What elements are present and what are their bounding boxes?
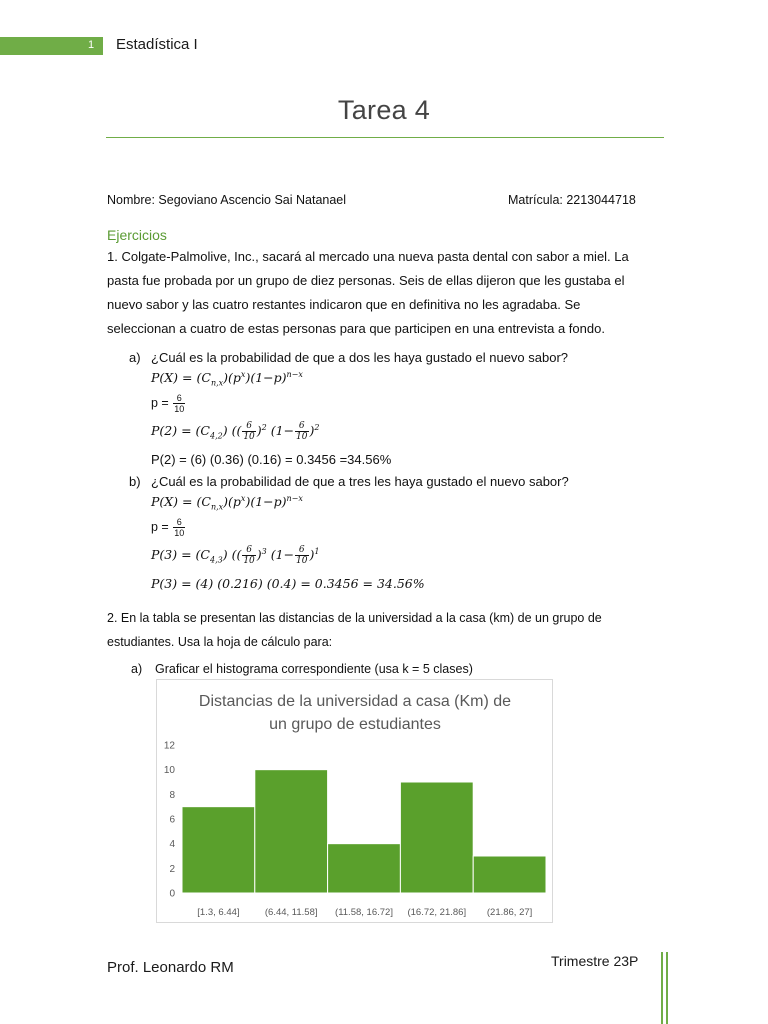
formula-p-1b: p = $\frac{6}{10}$ (151, 517, 185, 538)
item-1a-question: ¿Cuál es la probabilidad de que a dos les haya gustado el nuevo sabor? (151, 350, 569, 365)
problem1-line: seleccionan a cuatro de estas personas para que participen en una entrevista a fondo. (107, 321, 605, 336)
formula-binomial-1a: $P(X) = (C_{n,x})(p^x)(1-p)^{n-x}$ (151, 369, 303, 388)
chart-title-line-1: Distancias de la universidad a casa (Km) de (198, 693, 512, 710)
x-tick-label: (21.86, 27] (486, 907, 533, 918)
footer-accent-bar (666, 952, 668, 1024)
histogram-bar (400, 782, 473, 893)
histogram-bar (328, 844, 401, 893)
x-tick-label: [1.3, 6.44] (197, 907, 240, 918)
section-heading: Ejercicios (107, 227, 167, 243)
y-tick-label: 12 (163, 740, 175, 752)
histogram-svg (157, 680, 554, 924)
course-title: Estadística I (116, 36, 198, 53)
problem1-line: nuevo sabor y las cuatro restantes indicaron que en definitiva no les agradaba. Se (107, 297, 581, 312)
problem1-text (107, 245, 629, 341)
formula-p2-1a: $P(2) = (C_{4,2})$ (( $\frac{6}{10}$ )$^2$ (1− $\frac{6}{10}$ )$^2$ (151, 421, 320, 442)
title-divider (106, 137, 664, 138)
footer-accent-bar (661, 952, 663, 1024)
x-tick-label: (16.72, 21.86] (407, 907, 467, 918)
student-name: Nombre: Segoviano Ascencio Sai Natanael (107, 193, 347, 207)
student-id: Matrícula: 2213044718 (508, 193, 636, 207)
professor-name: Prof. Leonardo RM (107, 959, 234, 976)
y-tick-label: 6 (169, 814, 175, 826)
item-1b-marker: b) (129, 474, 141, 489)
problem1-line: 1. Colgate-Palmolive, Inc., sacará al mercado una nueva pasta dental con sabor a miel. La (107, 249, 629, 264)
result-1a: P(2) = (6) (0.36) (0.16) = 0.3456 =34.56% (151, 452, 392, 467)
histogram-bar (473, 856, 546, 893)
y-tick-label: 2 (169, 863, 175, 875)
document-title: Tarea 4 (337, 95, 431, 125)
y-tick-label: 4 (169, 839, 175, 851)
x-tick-label: (6.44, 11.58] (264, 907, 318, 918)
formula-p3-1b: $P(3) = (C_{4,3})$ (( $\frac{6}{10}$ )$^3$ (1− $\frac{6}{10}$ )$^1$ (151, 545, 320, 566)
formula-p-1a: p = $\frac{6}{10}$ (151, 393, 185, 414)
y-tick-label: 10 (163, 765, 175, 777)
histogram-chart (156, 679, 553, 923)
page-number: 1 (88, 39, 95, 51)
y-tick-label: 8 (169, 789, 175, 801)
chart-title-line-2: un grupo de estudiantes (269, 716, 441, 733)
problem2-line: estudiantes. Usa la hoja de cálculo para: (107, 635, 333, 649)
item-1a-marker: a) (129, 350, 141, 365)
item-2a-marker: a) (131, 662, 143, 676)
histogram-bar (182, 807, 255, 893)
y-tick-label: 0 (169, 888, 175, 900)
term-label: Trimestre 23P (551, 953, 639, 969)
item-1b-question: ¿Cuál es la probabilidad de que a tres les haya gustado el nuevo sabor? (151, 474, 569, 489)
histogram-bar (255, 770, 328, 893)
item-2a-text: Graficar el histograma correspondiente (usa k = 5 clases) (155, 662, 473, 676)
problem1-line: pasta fue probada por un grupo de diez personas. Seis de ellas dijeron que les gustaba el (107, 273, 625, 288)
x-tick-label: (11.58, 16.72] (335, 907, 393, 918)
formula-binomial-1b: $P(X) = (C_{n,x})(p^x)(1-p)^{n-x}$ (151, 493, 303, 512)
problem2-line: 2. En la tabla se presentan las distancias de la universidad a la casa (km) de un grupo de (107, 611, 602, 625)
result-1b: P(3) = (4) (0.216) (0.4) = 0.3456 = 34.56% (151, 576, 425, 591)
problem2-text (107, 606, 602, 654)
